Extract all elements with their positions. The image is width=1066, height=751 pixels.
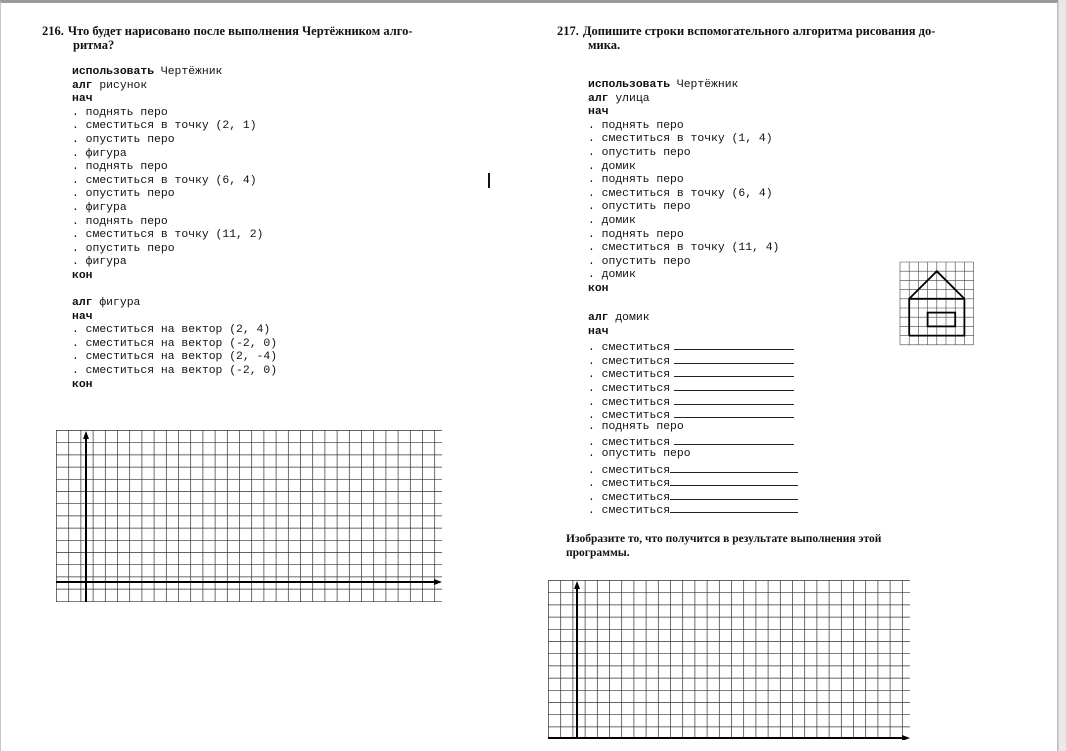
- code-line: [588, 256, 779, 270]
- task-216-algorithm: [72, 66, 277, 392]
- code-text: . опустить перо: [588, 255, 691, 268]
- code-keyword: кон: [72, 378, 93, 391]
- code-text: . сместиться: [588, 382, 671, 395]
- code-text: . сместиться: [588, 437, 671, 450]
- code-text: улица: [608, 92, 650, 105]
- x-axis-arrow-icon: [434, 579, 442, 585]
- code-line: [72, 120, 277, 134]
- code-text: домик: [608, 312, 650, 324]
- code-text: рисунок: [92, 79, 148, 92]
- task-217-title-line1: Допишите строки вспомогательного алгоритма рисования до-: [582, 24, 936, 38]
- x-axis-arrow-icon: [902, 735, 910, 740]
- scrollbar[interactable]: [1058, 0, 1066, 751]
- code-line: [72, 175, 277, 189]
- code-line: [72, 365, 277, 379]
- code-text: . сместиться в точку (6, 4): [588, 187, 773, 200]
- code-line: [588, 448, 798, 462]
- code-text: . опустить перо: [588, 447, 691, 460]
- y-axis-arrow-icon: [574, 581, 580, 589]
- task-217-algorithm-house: [588, 312, 798, 516]
- code-text: . сместиться на вектор (2, -4): [72, 351, 278, 364]
- code-text: . сместиться: [588, 464, 671, 477]
- code-line: [588, 353, 798, 367]
- answer-blank-line[interactable]: [674, 434, 794, 445]
- code-text: . поднять перо: [72, 106, 168, 119]
- code-text: . сместиться: [588, 369, 671, 382]
- code-line: [588, 326, 798, 340]
- code-line: [72, 379, 277, 393]
- code-text: . домик: [588, 269, 636, 282]
- task-216-title: [42, 24, 413, 52]
- task-217-coordinate-grid: [548, 580, 912, 740]
- code-line: [72, 66, 277, 80]
- code-text: . сместиться на вектор (-2, 0): [72, 337, 278, 350]
- code-line: [72, 284, 277, 298]
- task-217-title-line2: мика.: [588, 38, 621, 52]
- code-keyword: нач: [588, 325, 609, 338]
- task-217-algorithm-main: [588, 79, 779, 297]
- code-line: [588, 269, 779, 283]
- code-line: [588, 339, 798, 353]
- code-line: [588, 229, 779, 243]
- code-line: [588, 434, 798, 448]
- house-window: [928, 313, 956, 327]
- code-line: [588, 380, 798, 394]
- code-line: [588, 133, 779, 147]
- answer-blank-line[interactable]: [670, 475, 798, 486]
- code-text: . опустить перо: [72, 188, 175, 201]
- code-text: . сместиться: [588, 491, 671, 504]
- task-217-instruction-line1: Изобразите то, что получится в результате выполнения этой: [566, 533, 882, 545]
- code-line: [72, 338, 277, 352]
- code-text: . опустить перо: [588, 146, 691, 159]
- code-text: . фигура: [72, 147, 127, 160]
- answer-blank-line[interactable]: [674, 394, 794, 405]
- code-line: [72, 243, 277, 257]
- code-line: [588, 366, 798, 380]
- code-line: [72, 148, 277, 162]
- house-example-figure: [898, 260, 974, 348]
- code-keyword: кон: [72, 269, 93, 282]
- code-keyword: использовать: [72, 66, 155, 78]
- task-216-title-line1: Что будет нарисовано после выполнения Чертёжником алго-: [67, 24, 413, 38]
- code-line: [588, 421, 798, 435]
- code-line: [588, 462, 798, 476]
- code-text: Чертёжник: [154, 66, 223, 78]
- code-line: [588, 188, 779, 202]
- text-cursor: [488, 173, 490, 188]
- code-line: [588, 201, 779, 215]
- code-text: . поднять перо: [72, 161, 168, 174]
- task-216-title-line2: ритма?: [73, 38, 115, 52]
- code-text: . сместиться в точку (1, 4): [588, 133, 773, 146]
- code-line: [588, 283, 779, 297]
- task-217-number: 217.: [557, 24, 579, 38]
- code-line: [72, 297, 277, 311]
- code-line: [588, 106, 779, 120]
- code-line: [588, 174, 779, 188]
- answer-blank-line[interactable]: [670, 502, 798, 513]
- answer-blank-line[interactable]: [670, 462, 798, 473]
- task-217-title: [557, 24, 935, 52]
- code-keyword: нач: [72, 93, 93, 106]
- code-line: [588, 312, 798, 326]
- code-line: [588, 120, 779, 134]
- code-line: [588, 489, 798, 503]
- code-text: . сместиться: [588, 410, 671, 423]
- y-axis-arrow-icon: [83, 431, 89, 439]
- code-line: [72, 188, 277, 202]
- code-text: . сместиться: [588, 355, 671, 368]
- code-line: [72, 351, 277, 365]
- code-text: . поднять перо: [72, 215, 168, 228]
- code-line: [588, 215, 779, 229]
- task-216-number: 216.: [42, 24, 64, 38]
- code-keyword: алг: [72, 297, 93, 310]
- code-text: . сместиться на вектор (2, 4): [72, 324, 271, 337]
- code-line: [588, 502, 798, 516]
- code-text: . сместиться в точку (6, 4): [72, 174, 257, 187]
- code-line: [72, 134, 277, 148]
- code-text: . сместиться: [588, 342, 671, 355]
- code-keyword: нач: [588, 106, 609, 119]
- code-text: . опустить перо: [72, 242, 175, 255]
- code-line: [72, 202, 277, 216]
- code-line: [72, 107, 277, 121]
- code-text: . домик: [588, 160, 636, 173]
- code-line: [72, 311, 277, 325]
- code-text: . поднять перо: [588, 228, 684, 241]
- code-text: . фигура: [72, 201, 127, 214]
- code-text: . сместиться: [588, 396, 671, 409]
- code-line: [588, 161, 779, 175]
- code-keyword: алг: [588, 92, 609, 105]
- code-text: . поднять перо: [588, 119, 684, 132]
- code-text: . домик: [588, 214, 636, 227]
- answer-blank-line[interactable]: [674, 366, 794, 377]
- answer-blank-line[interactable]: [674, 380, 794, 391]
- code-text: . опустить перо: [72, 133, 175, 146]
- answer-blank-line[interactable]: [674, 339, 794, 350]
- code-line: [588, 407, 798, 421]
- code-text: Чертёжник: [670, 79, 739, 91]
- code-keyword: использовать: [588, 79, 671, 91]
- code-text: . сместиться: [588, 505, 671, 518]
- answer-blank-line[interactable]: [674, 353, 794, 364]
- code-line: [588, 394, 798, 408]
- answer-blank-line[interactable]: [670, 489, 798, 500]
- code-text: . фигура: [72, 256, 127, 269]
- code-keyword: нач: [72, 310, 93, 323]
- code-line: [588, 242, 779, 256]
- code-text: . поднять перо: [588, 420, 684, 433]
- code-text: . опустить перо: [588, 201, 691, 214]
- task-217-instruction: [566, 532, 881, 560]
- code-text: . поднять перо: [588, 174, 684, 187]
- code-keyword: алг: [588, 312, 609, 324]
- code-line: [72, 161, 277, 175]
- code-line: [72, 80, 277, 94]
- code-line: [72, 216, 277, 230]
- code-keyword: кон: [588, 282, 609, 295]
- code-text: . сместиться: [588, 478, 671, 491]
- answer-blank-line[interactable]: [674, 407, 794, 418]
- code-line: [588, 475, 798, 489]
- code-text: . сместиться в точку (2, 1): [72, 120, 257, 133]
- code-line: [72, 270, 277, 284]
- code-text: . сместиться в точку (11, 4): [588, 242, 780, 255]
- code-line: [588, 147, 779, 161]
- code-text: . сместиться в точку (11, 2): [72, 229, 264, 242]
- code-text: фигура: [92, 297, 141, 310]
- code-line: [72, 324, 277, 338]
- task-216-coordinate-grid: [56, 430, 444, 605]
- code-line: [72, 256, 277, 270]
- code-text: . сместиться на вектор (-2, 0): [72, 365, 278, 378]
- task-217-instruction-line2: программы.: [566, 547, 630, 559]
- code-keyword: алг: [72, 79, 93, 92]
- code-line: [72, 229, 277, 243]
- code-line: [588, 79, 779, 93]
- code-line: [72, 93, 277, 107]
- code-line: [588, 93, 779, 107]
